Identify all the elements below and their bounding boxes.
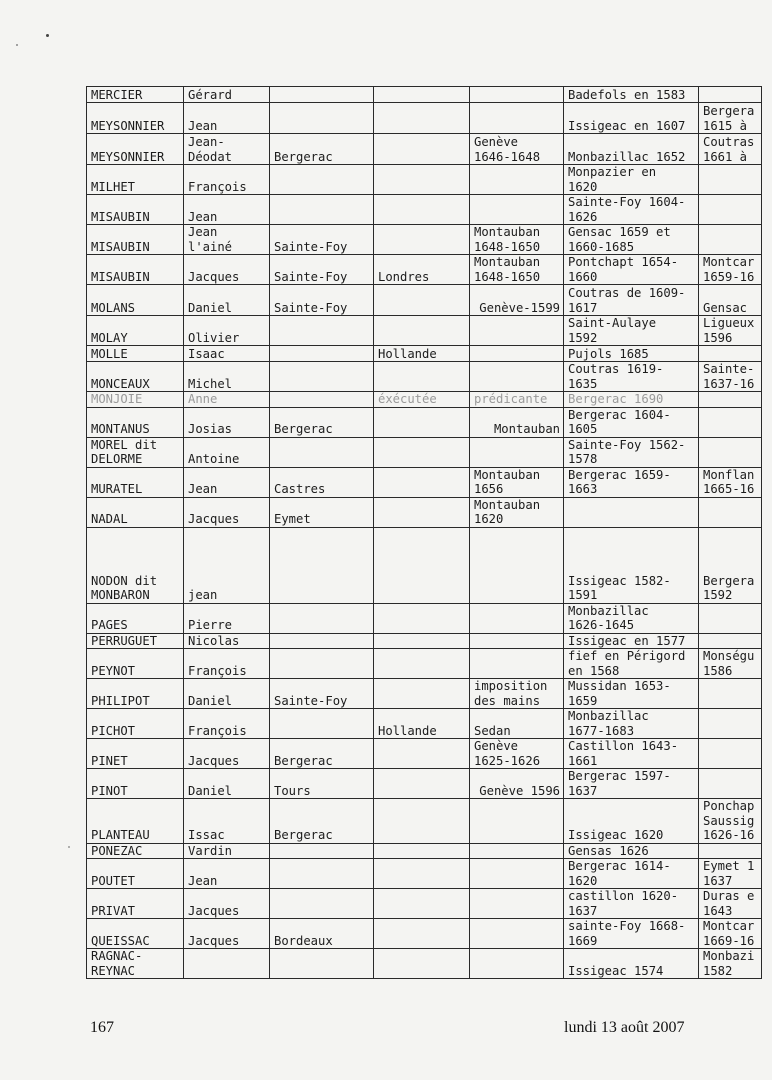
cell-parish: Issigeac 1620 xyxy=(564,799,699,844)
cell-first-name: François xyxy=(184,649,270,679)
cell-exile xyxy=(374,527,470,603)
cell-studies: Genève 1596 xyxy=(470,769,564,799)
table-row xyxy=(87,362,762,392)
cell-other-parish xyxy=(699,633,762,649)
cell-parish: Pujols 1685 xyxy=(564,346,699,362)
cell-first-name: Jean xyxy=(184,195,270,225)
cell-parish: Coutras de 1609- 1617 xyxy=(564,285,699,316)
cell-first-name xyxy=(184,949,270,979)
cell-surname: MOLANS xyxy=(87,285,184,316)
cell-first-name: Daniel xyxy=(184,769,270,799)
cell-studies xyxy=(470,843,564,859)
cell-parish: sainte-Foy 1668- 1669 xyxy=(564,919,699,949)
cell-other-parish xyxy=(699,407,762,437)
cell-studies: Montauban 1648-1650 xyxy=(470,225,564,255)
cell-studies xyxy=(470,919,564,949)
cell-studies: imposition des mains xyxy=(470,679,564,709)
cell-first-name: Vardin xyxy=(184,843,270,859)
cell-other-parish: Montcar 1669-16 xyxy=(699,919,762,949)
table-row xyxy=(87,527,762,603)
cell-exile xyxy=(374,649,470,679)
table-row xyxy=(87,889,762,919)
cell-first-name: Jean xyxy=(184,103,270,134)
cell-exile xyxy=(374,103,470,134)
cell-origin xyxy=(270,316,374,346)
cell-surname: MOLAY xyxy=(87,316,184,346)
table-row xyxy=(87,649,762,679)
cell-origin xyxy=(270,709,374,739)
cell-parish: Castillon 1643- 1661 xyxy=(564,739,699,769)
cell-first-name: Olivier xyxy=(184,316,270,346)
cell-surname: PONEZAC xyxy=(87,843,184,859)
footer-date: lundi 13 août 2007 xyxy=(564,1019,685,1036)
cell-origin: Bergerac xyxy=(270,739,374,769)
cell-first-name: Jacques xyxy=(184,255,270,285)
cell-other-parish xyxy=(699,87,762,103)
cell-other-parish xyxy=(699,225,762,255)
cell-parish: Bergerac 1614- 1620 xyxy=(564,859,699,889)
table-row xyxy=(87,87,762,103)
cell-parish: Bergerac 1690 xyxy=(564,392,699,408)
cell-first-name: Jean- Déodat xyxy=(184,134,270,165)
cell-surname: POUTET xyxy=(87,859,184,889)
cell-parish: Issigeac 1574 xyxy=(564,949,699,979)
cell-exile xyxy=(374,225,470,255)
cell-exile xyxy=(374,679,470,709)
cell-other-parish xyxy=(699,679,762,709)
cell-parish: castillon 1620- 1637 xyxy=(564,889,699,919)
cell-parish: Badefols en 1583 xyxy=(564,87,699,103)
cell-studies: Sedan xyxy=(470,709,564,739)
cell-studies xyxy=(470,633,564,649)
cell-studies xyxy=(470,437,564,467)
cell-surname: MOREL dit DELORME xyxy=(87,437,184,467)
cell-other-parish xyxy=(699,392,762,408)
cell-surname: NADAL xyxy=(87,497,184,527)
table-row xyxy=(87,255,762,285)
cell-exile: Londres xyxy=(374,255,470,285)
cell-exile xyxy=(374,739,470,769)
cell-other-parish: Monségu 1586 xyxy=(699,649,762,679)
cell-studies xyxy=(470,859,564,889)
cell-exile xyxy=(374,919,470,949)
cell-parish: Sainte-Foy 1604- 1626 xyxy=(564,195,699,225)
cell-exile xyxy=(374,633,470,649)
cell-studies: Montauban 1620 xyxy=(470,497,564,527)
cell-studies xyxy=(470,103,564,134)
cell-exile xyxy=(374,165,470,195)
cell-origin xyxy=(270,103,374,134)
table-row xyxy=(87,195,762,225)
cell-other-parish xyxy=(699,497,762,527)
cell-first-name: Jean xyxy=(184,859,270,889)
table-row xyxy=(87,799,762,844)
cell-first-name: jean xyxy=(184,527,270,603)
cell-exile xyxy=(374,467,470,497)
table-row xyxy=(87,859,762,889)
cell-other-parish: Ponchap Saussig 1626-16 xyxy=(699,799,762,844)
cell-surname: MISAUBIN xyxy=(87,225,184,255)
cell-exile xyxy=(374,87,470,103)
cell-surname: MILHET xyxy=(87,165,184,195)
cell-surname: PRIVAT xyxy=(87,889,184,919)
cell-surname: MERCIER xyxy=(87,87,184,103)
cell-other-parish: Eymet 1 1637 xyxy=(699,859,762,889)
table-row xyxy=(87,103,762,134)
cell-studies xyxy=(470,889,564,919)
cell-exile xyxy=(374,497,470,527)
cell-origin: Bordeaux xyxy=(270,919,374,949)
cell-exile xyxy=(374,195,470,225)
cell-parish: Issigeac 1582- 1591 xyxy=(564,527,699,603)
cell-surname: PLANTEAU xyxy=(87,799,184,844)
table-row xyxy=(87,769,762,799)
cell-first-name: Anne xyxy=(184,392,270,408)
cell-first-name: Jean l'ainé xyxy=(184,225,270,255)
table-row xyxy=(87,633,762,649)
cell-other-parish xyxy=(699,843,762,859)
table-row xyxy=(87,843,762,859)
cell-studies: Montauban xyxy=(470,407,564,437)
cell-surname: MISAUBIN xyxy=(87,255,184,285)
table-row xyxy=(87,225,762,255)
cell-studies xyxy=(470,316,564,346)
cell-other-parish: Bergera 1615 à xyxy=(699,103,762,134)
cell-studies: Montauban 1648-1650 xyxy=(470,255,564,285)
cell-origin xyxy=(270,603,374,633)
cell-surname: PINET xyxy=(87,739,184,769)
table-row xyxy=(87,709,762,739)
cell-studies xyxy=(470,949,564,979)
cell-parish: Monpazier en 1620 xyxy=(564,165,699,195)
cell-surname: PINOT xyxy=(87,769,184,799)
cell-origin xyxy=(270,889,374,919)
cell-exile xyxy=(374,407,470,437)
cell-origin xyxy=(270,195,374,225)
cell-first-name: Daniel xyxy=(184,679,270,709)
cell-origin xyxy=(270,165,374,195)
cell-exile xyxy=(374,889,470,919)
cell-surname: PEYNOT xyxy=(87,649,184,679)
cell-parish: Issigeac en 1607 xyxy=(564,103,699,134)
cell-origin xyxy=(270,843,374,859)
table-row xyxy=(87,949,762,979)
cell-studies xyxy=(470,195,564,225)
cell-origin: Bergerac xyxy=(270,799,374,844)
cell-parish: Bergerac 1604- 1605 xyxy=(564,407,699,437)
cell-other-parish: Ligueux 1596 xyxy=(699,316,762,346)
cell-studies xyxy=(470,346,564,362)
cell-surname: MOLLE xyxy=(87,346,184,362)
cell-other-parish: Sainte- 1637-16 xyxy=(699,362,762,392)
cell-origin: Sainte-Foy xyxy=(270,679,374,709)
cell-other-parish xyxy=(699,739,762,769)
cell-first-name: Michel xyxy=(184,362,270,392)
table-row xyxy=(87,603,762,633)
cell-origin: Sainte-Foy xyxy=(270,225,374,255)
cell-other-parish: Coutras 1661 à xyxy=(699,134,762,165)
cell-other-parish xyxy=(699,165,762,195)
cell-studies: Montauban 1656 xyxy=(470,467,564,497)
cell-surname: PICHOT xyxy=(87,709,184,739)
cell-studies xyxy=(470,87,564,103)
cell-origin xyxy=(270,949,374,979)
cell-surname: MEYSONNIER xyxy=(87,103,184,134)
cell-studies xyxy=(470,603,564,633)
table-row xyxy=(87,285,762,316)
cell-first-name: Jacques xyxy=(184,497,270,527)
cell-origin xyxy=(270,346,374,362)
table-row xyxy=(87,919,762,949)
cell-exile: Hollande xyxy=(374,709,470,739)
table-row xyxy=(87,679,762,709)
cell-other-parish xyxy=(699,195,762,225)
cell-other-parish: Bergera 1592 xyxy=(699,527,762,603)
cell-parish: Bergerac 1597- 1637 xyxy=(564,769,699,799)
cell-other-parish: Gensac xyxy=(699,285,762,316)
cell-surname: MURATEL xyxy=(87,467,184,497)
cell-first-name: Jean xyxy=(184,467,270,497)
cell-origin xyxy=(270,527,374,603)
table-row xyxy=(87,497,762,527)
cell-first-name: François xyxy=(184,709,270,739)
cell-parish: Saint-Aulaye 1592 xyxy=(564,316,699,346)
cell-first-name: Daniel xyxy=(184,285,270,316)
page-speck xyxy=(46,34,49,37)
table-row xyxy=(87,316,762,346)
table-row xyxy=(87,407,762,437)
cell-parish: Gensac 1659 et 1660-1685 xyxy=(564,225,699,255)
cell-studies xyxy=(470,165,564,195)
cell-surname: PERRUGUET xyxy=(87,633,184,649)
cell-first-name: Pierre xyxy=(184,603,270,633)
cell-surname: MISAUBIN xyxy=(87,195,184,225)
cell-surname: QUEISSAC xyxy=(87,919,184,949)
cell-origin: Tours xyxy=(270,769,374,799)
cell-parish: Monbazillac 1677-1683 xyxy=(564,709,699,739)
cell-first-name: Jacques xyxy=(184,739,270,769)
cell-other-parish xyxy=(699,603,762,633)
cell-first-name: Jacques xyxy=(184,889,270,919)
cell-origin: Castres xyxy=(270,467,374,497)
register-table xyxy=(86,86,762,979)
cell-studies xyxy=(470,799,564,844)
cell-first-name: Jacques xyxy=(184,919,270,949)
cell-other-parish: Montcar 1659-16 xyxy=(699,255,762,285)
page-speck xyxy=(68,846,70,848)
cell-exile xyxy=(374,316,470,346)
cell-other-parish xyxy=(699,709,762,739)
cell-origin: Eymet xyxy=(270,497,374,527)
cell-surname: MONJOIE xyxy=(87,392,184,408)
cell-surname: RAGNAC- REYNAC xyxy=(87,949,184,979)
cell-parish: Mussidan 1653- 1659 xyxy=(564,679,699,709)
cell-origin: Sainte-Foy xyxy=(270,255,374,285)
cell-origin xyxy=(270,859,374,889)
table-row xyxy=(87,467,762,497)
cell-surname: MONTANUS xyxy=(87,407,184,437)
cell-exile xyxy=(374,769,470,799)
cell-studies: Genève 1646-1648 xyxy=(470,134,564,165)
cell-first-name: Issac xyxy=(184,799,270,844)
cell-parish: Bergerac 1659- 1663 xyxy=(564,467,699,497)
cell-surname: PHILIPOT xyxy=(87,679,184,709)
cell-origin xyxy=(270,392,374,408)
cell-studies: Genève 1625-1626 xyxy=(470,739,564,769)
cell-origin: Bergerac xyxy=(270,134,374,165)
page-speck xyxy=(16,44,18,46)
cell-origin xyxy=(270,362,374,392)
table-row xyxy=(87,739,762,769)
cell-first-name: Antoine xyxy=(184,437,270,467)
cell-exile xyxy=(374,285,470,316)
cell-first-name: Josias xyxy=(184,407,270,437)
cell-other-parish: Monbazi 1582 xyxy=(699,949,762,979)
cell-studies xyxy=(470,649,564,679)
cell-other-parish: Duras e 1643 xyxy=(699,889,762,919)
cell-exile xyxy=(374,799,470,844)
cell-other-parish xyxy=(699,769,762,799)
cell-studies xyxy=(470,527,564,603)
cell-other-parish: Monflan 1665-16 xyxy=(699,467,762,497)
cell-first-name: Nicolas xyxy=(184,633,270,649)
cell-parish: Coutras 1619- 1635 xyxy=(564,362,699,392)
cell-studies: Genève-1599 xyxy=(470,285,564,316)
table-row xyxy=(87,437,762,467)
cell-parish: Monbazillac 1626-1645 xyxy=(564,603,699,633)
cell-first-name: Isaac xyxy=(184,346,270,362)
cell-surname: NODON dit MONBARON xyxy=(87,527,184,603)
cell-origin xyxy=(270,633,374,649)
cell-exile: Hollande xyxy=(374,346,470,362)
table-row xyxy=(87,346,762,362)
cell-surname: MEYSONNIER xyxy=(87,134,184,165)
cell-surname: MONCEAUX xyxy=(87,362,184,392)
cell-studies xyxy=(470,362,564,392)
cell-parish: Gensas 1626 xyxy=(564,843,699,859)
cell-exile: éxécutée xyxy=(374,392,470,408)
cell-studies: prédicante xyxy=(470,392,564,408)
cell-origin xyxy=(270,649,374,679)
cell-exile xyxy=(374,859,470,889)
table-row xyxy=(87,392,762,408)
cell-parish: fief en Périgord en 1568 xyxy=(564,649,699,679)
cell-origin xyxy=(270,87,374,103)
cell-origin xyxy=(270,437,374,467)
cell-parish: Pontchapt 1654- 1660 xyxy=(564,255,699,285)
cell-parish: Issigeac en 1577 xyxy=(564,633,699,649)
cell-exile xyxy=(374,843,470,859)
cell-other-parish xyxy=(699,346,762,362)
cell-exile xyxy=(374,949,470,979)
cell-exile xyxy=(374,437,470,467)
cell-first-name: Gérard xyxy=(184,87,270,103)
table-row xyxy=(87,134,762,165)
cell-parish xyxy=(564,497,699,527)
page-number: 167 xyxy=(90,1019,114,1036)
cell-exile xyxy=(374,362,470,392)
cell-exile xyxy=(374,134,470,165)
cell-first-name: François xyxy=(184,165,270,195)
cell-exile xyxy=(374,603,470,633)
table-row xyxy=(87,165,762,195)
cell-parish: Monbazillac 1652 xyxy=(564,134,699,165)
cell-other-parish xyxy=(699,437,762,467)
cell-origin: Bergerac xyxy=(270,407,374,437)
cell-origin: Sainte-Foy xyxy=(270,285,374,316)
cell-surname: PAGES xyxy=(87,603,184,633)
cell-parish: Sainte-Foy 1562- 1578 xyxy=(564,437,699,467)
